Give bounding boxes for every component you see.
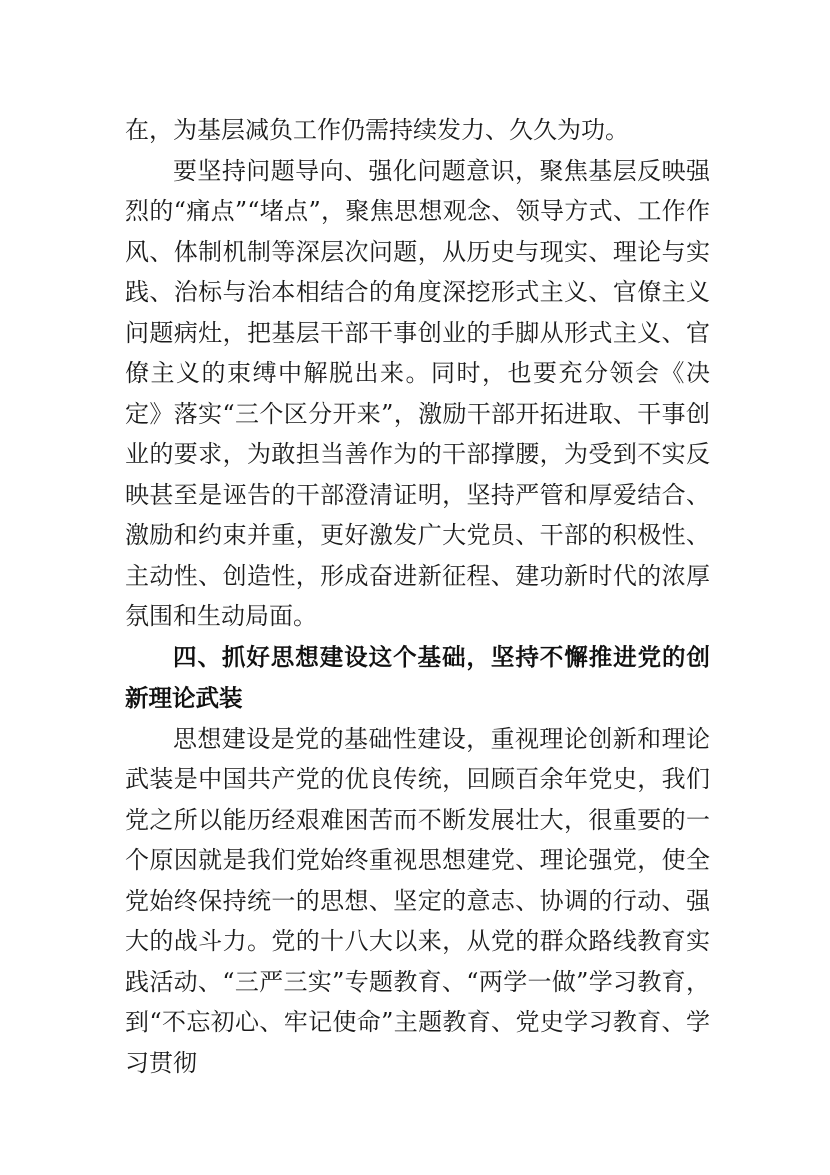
document-body (125, 110, 710, 1083)
section-heading-4: 四、抓好思想建设这个基础，坚持不懈推进党的创新理论武装 (125, 642, 710, 712)
paragraph-ideological-building: 思想建设是党的基础性建设，重视理论创新和理论武装是中国共产党的优良传统，回顾百余年党史，我们党之所以能历经艰难困苦而不断发展壮大，很重要的一个原因就是我们党始终重视思想建党、理论强党，使全党始终保持统一的思想、坚定的意志、协调的行动、强大的战斗力。党的十八大以来，从党的群众路线教育实践活动、“三严三实”专题教育、“两学一做”学习教育，到“不忘初心、牢记使命”主题教育、党史学习教育、学习贯彻 (125, 724, 710, 1077)
paragraph-problem-orientation: 要坚持问题导向、强化问题意识，聚焦基层反映强烈的“痛点”“堵点”，聚焦思想观念、领导方式、工作作风、体制机制等深层次问题，从历史与现实、理论与实践、治标与治本相结合的角度深挖形式主义、官僚主义问题病灶，把基层干部干事创业的手脚从形式主义、官僚主义的束缚中解脱出来。同时，也要充分领会《决定》落实“三个区分开来”，激励干部开拓进取、干事创业的要求，为敢担当善作为的干部撑腰，为受到不实反映甚至是诬告的干部澄清证明，坚持严管和厚爱结合、激励和约束并重，更好激发广大党员、干部的积极性、主动性、创造性，形成奋进新征程、建功新时代的浓厚氛围和生动局面。 (125, 156, 710, 630)
paragraph-continuation: 在，为基层减负工作仍需持续发力、久久为功。 (125, 116, 629, 144)
